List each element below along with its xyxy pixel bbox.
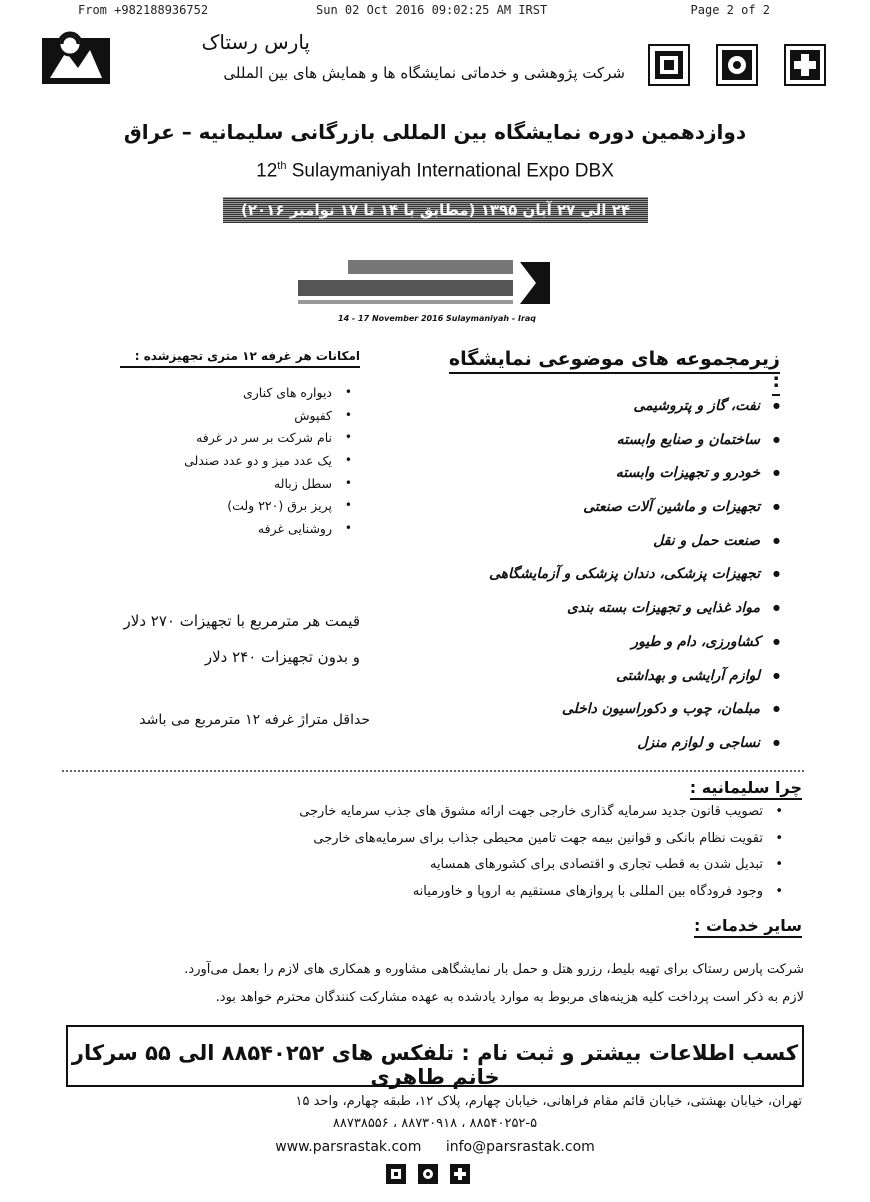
brand-emblem-icon [385,1163,407,1185]
booth-facilities-list [150,385,360,544]
list-item: ● مبلمان، چوب و دکوراسیون داخلی [420,701,780,735]
list-item: ● لوازم آرایشی و بهداشتی [420,668,780,702]
phone-numbers: ۸۸۷۳۸۵۵۶ ، ۸۸۷۳۰۹۱۸ ، ۸۸۵۴۰۲۵۲-۵ [332,1116,538,1131]
list-item: ● تجهیزات پزشکی، دندان پزشکی و آزمایشگاهی [420,566,780,600]
fax-from: From +982188936752 [78,3,209,17]
address: تهران، خیابان بهشتی، خیابان قائم مقام فراهانی، خیابان چهارم، پلاک ۱۲، طبقه چهارم، واحد ۱۵ [295,1094,802,1109]
list-item: • تقویت نظام بانکی و قوانین بیمه جهت تامین محیطی جذاب برای سرمایه‌های خارجی [240,831,785,858]
list-item: • تبدیل شدن به قطب تجاری و اقتصادی برای کشورهای همسایه [240,857,785,884]
list-item: ● نساجی و لوازم منزل [420,735,780,769]
list-item: • روشنایی غرفه [150,521,360,544]
brand-emblem-icon [648,44,690,86]
price-equipped: قیمت هر مترمربع با تجهیزات ۲۷۰ دلار [123,612,360,630]
why-list [240,804,785,910]
event-dates-banner: ۲۴ الی ۲۷ آبان ۱۳۹۵ (مطابق با ۱۴ تا ۱۷ نوامبر ۲۰۱۶) [223,197,648,223]
contact-box-text: کسب اطلاعات بیشتر و ثبت نام : تلفکس های ۸۸۵۴۰۲۵۲ الی ۵۵ سرکار خانم طاهری [71,1041,799,1089]
price-plain: و بدون تجهیزات ۲۴۰ دلار [204,648,360,666]
list-item: ● کشاورزی، دام و طیور [420,634,780,668]
list-item: • وجود فرودگاه بین المللی با پروازهای مستقیم به اروپا و خاورمیانه [240,884,785,911]
list-item: • کفپوش [150,408,360,431]
list-item: • پریز برق (۲۲۰ ولت) [150,498,360,521]
company-logo-icon [40,30,112,86]
topics-heading: زیرمجموعه های موضوعی نمایشگاه : [440,348,780,396]
list-item: ● خودرو و تجهیزات وابسته [420,465,780,499]
services-line: لازم به ذکر است پرداخت کلیه هزینه‌های مربوط به موارد یادشده به عهده مشارکت کنندگان محترم خواهد بود. [215,990,804,1005]
event-title-fa: دوازدهمین دوره نمایشگاه بین المللی بازرگانی سلیمانیه – عراق [123,120,747,144]
list-item: ● ساختمان و صنایع وابسته [420,432,780,466]
list-item: ● نفت، گاز و پتروشیمی [420,398,780,432]
expo-logo-dates: 14 - 17 November 2016 Sulaymaniyah - Iraq [338,314,537,323]
list-item: • دیواره های کناری [150,385,360,408]
list-item: ● صنعت حمل و نقل [420,533,780,567]
brand-emblem-icon [449,1163,471,1185]
email-link[interactable]: info@parsrastak.com [445,1139,595,1155]
web-contact [0,1139,870,1155]
list-item: • نام شرکت بر سر در غرفه [150,430,360,453]
company-name: پارس رستاک [201,30,310,54]
services-line: شرکت پارس رستاک برای تهیه بلیط، رزرو هتل و حمل بار نمایشگاهی مشاوره و همکاری های لازم را بعمل می‌آورد. [184,962,804,977]
list-item: ● مواد غذایی و تجهیزات بسته بندی [420,600,780,634]
topics-list [420,398,780,769]
fax-page-number: Page 2 of 2 [690,3,770,17]
booth-facilities-heading: امکانات هر غرفه ۱۲ متری تجهیزشده : [120,349,360,368]
list-item: ● تجهیزات و ماشین آلات صنعتی [420,499,780,533]
event-title-en: 12th Sulaymaniyah International Expo DBX [256,160,614,182]
website-link[interactable]: www.parsrastak.com [275,1139,422,1155]
why-heading: چرا سلیمانیه : [630,778,802,797]
brand-emblem-icon [716,44,758,86]
minimum-booth-area: حداقل متراژ غرفه ۱۲ مترمربع می باشد [139,712,370,728]
list-item: • تصویب قانون جدید سرمایه گذاری خارجی جهت ارائه مشوق های جذب سرمایه خارجی [240,804,785,831]
fax-datetime: Sun 02 Oct 2016 09:02:25 AM IRST [316,3,548,17]
list-item: • سطل زباله [150,476,360,499]
list-item: • یک عدد میز و دو عدد صندلی [150,453,360,476]
services-heading: سایر خدمات : [630,916,802,935]
section-divider [62,770,804,772]
company-subtitle: شرکت پژوهشی و خدماتی نمایشگاه ها و همایش های بین المللی [223,64,625,82]
contact-box [66,1025,804,1087]
brand-emblem-icon [784,44,826,86]
brand-emblem-icon [417,1163,439,1185]
